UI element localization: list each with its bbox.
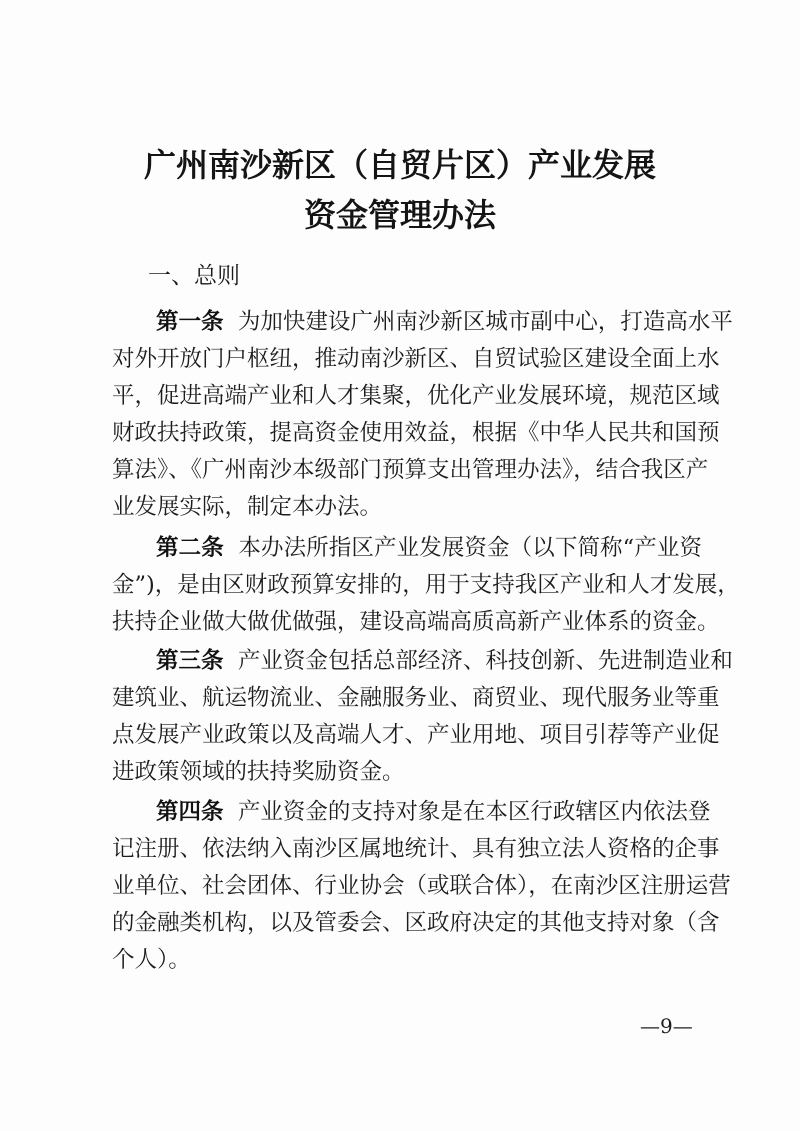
article-1-line-5: 算法》、《广州南沙本级部门预算支出管理办法》，结合我区产	[112, 457, 709, 483]
article-3-line-3: 点发展产业政策以及高端人才、产业用地、项目引荐等产业促	[112, 722, 720, 748]
article-1-label: 第一条	[156, 309, 224, 335]
article-3-text-1: 产业资金包括总部经济、科技创新、先进制造业和	[237, 648, 733, 674]
article-3-line-1	[156, 645, 733, 677]
article-4-line-1	[156, 796, 711, 828]
document-title-line-2: 资金管理办法	[303, 196, 496, 234]
article-4-label: 第四条	[156, 799, 224, 825]
article-3-label: 第三条	[156, 648, 224, 674]
article-2-line-1	[156, 532, 702, 564]
section-heading: 一、总则	[148, 263, 240, 289]
article-1-line-2: 对外开放门户枢纽，推动南沙新区、自贸试验区建设全面上水	[112, 346, 720, 372]
article-3-line-2: 建筑业、航运物流业、金融服务业、商贸业、现代服务业等重	[112, 685, 720, 711]
article-1-line-4: 财政扶持政策，提高资金使用效益，根据《中华人民共和国预	[112, 420, 720, 446]
article-3-line-4: 进政策领域的扶持奖励资金。	[112, 759, 405, 785]
article-2-label: 第二条	[156, 535, 224, 561]
article-2-line-3: 扶持企业做大做优做强，建设高端高质高新产业体系的资金。	[112, 609, 720, 635]
article-1-line-3: 平，促进高端产业和人才集聚，优化产业发展环境，规范区域	[112, 383, 720, 409]
document-title-line-1: 广州南沙新区（自贸片区）产业发展	[143, 146, 656, 184]
article-1-line-6: 业发展实际，制定本办法。	[112, 494, 383, 520]
article-4-line-4: 的金融类机构，以及管委会、区政府决定的其他支持对象（含	[112, 910, 720, 936]
article-2-text-1: 本办法所指区产业发展资金（以下简称“产业资	[238, 535, 702, 561]
article-1-text-1: 为加快建设广州南沙新区城市副中心，打造高水平	[237, 309, 733, 335]
article-4-text-1: 产业资金的支持对象是在本区行政辖区内依法登	[237, 799, 711, 825]
article-1-line-1	[156, 306, 733, 338]
article-4-line-5: 个人）。	[112, 947, 191, 973]
article-4-line-2: 记注册、依法纳入南沙区属地统计、具有独立法人资格的企事	[112, 836, 720, 862]
page-number: —9—	[640, 1014, 693, 1038]
article-2-line-2: 金”)，是由区财政预算安排的，用于支持我区产业和人才发展，	[112, 572, 740, 598]
article-4-line-3: 业单位、社会团体、行业协会（或联合体），在南沙区注册运营	[112, 873, 731, 899]
